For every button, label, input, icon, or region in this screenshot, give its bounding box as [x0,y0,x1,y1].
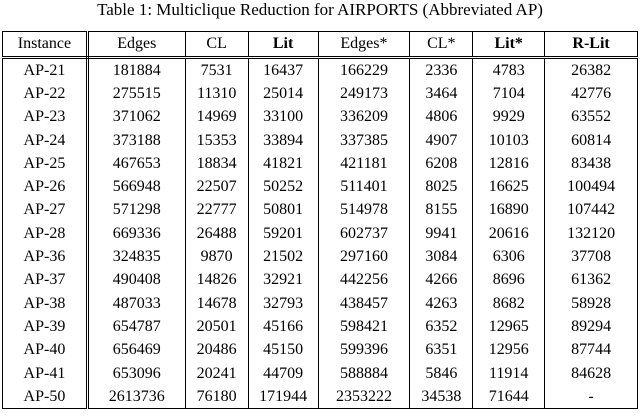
table-row [3,82,638,105]
table-cell: 656469 [87,339,185,362]
table-cell: 44709 [248,362,318,385]
table-cell: 84628 [545,362,638,385]
table-cell: 8682 [473,292,545,315]
instance-cell: AP-23 [3,106,88,129]
table-cell: 490408 [87,269,185,292]
table-cell: 653096 [87,362,185,385]
table-cell: 14969 [185,106,248,129]
table-row [3,385,638,409]
table-row [3,58,638,83]
table-cell: 18834 [185,152,248,175]
table-row [3,292,638,315]
instance-cell: AP-41 [3,362,88,385]
instance-cell: AP-27 [3,199,88,222]
instance-cell: AP-38 [3,292,88,315]
table-body [3,58,638,409]
table-cell: 11310 [185,82,248,105]
instance-cell: AP-37 [3,269,88,292]
table-cell: 132120 [545,222,638,245]
table-cell: 6351 [410,339,473,362]
table-cell: 4266 [410,269,473,292]
table-row [3,362,638,385]
table-cell: 41821 [248,152,318,175]
table-cell: 42776 [545,82,638,105]
table-cell: 571298 [87,199,185,222]
table-cell: 324835 [87,245,185,268]
table-cell: 22777 [185,199,248,222]
table-row [3,339,638,362]
table-cell: 100494 [545,175,638,198]
table-cell: 4806 [410,106,473,129]
instance-cell: AP-28 [3,222,88,245]
table-cell: 8696 [473,269,545,292]
table-cell: 12965 [473,315,545,338]
table-cell: 45166 [248,315,318,338]
table-cell: 26382 [545,58,638,83]
table-cell: 33100 [248,106,318,129]
table-cell: 588884 [318,362,410,385]
table-cell: 20501 [185,315,248,338]
table-cell: 21502 [248,245,318,268]
table-cell: 467653 [87,152,185,175]
table-cell: 58928 [545,292,638,315]
table-cell: 6208 [410,152,473,175]
table-cell: 336209 [318,106,410,129]
table-cell: 33894 [248,129,318,152]
table-cell: 22507 [185,175,248,198]
table-cell: 297160 [318,245,410,268]
table-cell: 2336 [410,58,473,83]
table-cell: 71644 [473,385,545,409]
table-cell: 275515 [87,82,185,105]
table-cell: 3464 [410,82,473,105]
table-cell: 438457 [318,292,410,315]
column-header-cl-star: CL* [410,32,473,58]
table-row [3,152,638,175]
table-cell: 5846 [410,362,473,385]
table-cell: 16890 [473,199,545,222]
table-cell: 20486 [185,339,248,362]
instance-cell: AP-24 [3,129,88,152]
table-cell: 2613736 [87,385,185,409]
table-cell: 60814 [545,129,638,152]
table-cell: 9870 [185,245,248,268]
table-cell: 8025 [410,175,473,198]
instance-cell: AP-39 [3,315,88,338]
table-row [3,245,638,268]
table-cell: 59201 [248,222,318,245]
table-cell: 76180 [185,385,248,409]
table-row [3,269,638,292]
table-cell: 7531 [185,58,248,83]
table-cell: 166229 [318,58,410,83]
column-header-instance: Instance [3,32,88,58]
table-cell: 14826 [185,269,248,292]
table-cell: 4263 [410,292,473,315]
table-cell: 181884 [87,58,185,83]
column-header-lit: Lit [248,32,318,58]
multiclique-reduction-table [2,31,638,409]
table-cell: 25014 [248,82,318,105]
table-cell: 599396 [318,339,410,362]
table-row [3,199,638,222]
table-cell: 34538 [410,385,473,409]
table-cell: 16625 [473,175,545,198]
table-cell: 654787 [87,315,185,338]
table-cell: 371062 [87,106,185,129]
table-cell: 566948 [87,175,185,198]
column-header-r-lit: R-Lit [545,32,638,58]
table-cell: 4783 [473,58,545,83]
table-row [3,222,638,245]
table-cell: 89294 [545,315,638,338]
table-cell: 14678 [185,292,248,315]
table-cell: 442256 [318,269,410,292]
table-cell: 421181 [318,152,410,175]
table-cell: 32921 [248,269,318,292]
table-cell: 511401 [318,175,410,198]
table-cell: 2353222 [318,385,410,409]
column-header-edges: Edges [87,32,185,58]
table-cell: 6352 [410,315,473,338]
table-cell: 10103 [473,129,545,152]
instance-cell: AP-22 [3,82,88,105]
instance-cell: AP-26 [3,175,88,198]
table-cell: 669336 [87,222,185,245]
instance-cell: AP-50 [3,385,88,409]
header-row [3,32,638,58]
table-caption: Table 1: Multiclique Reduction for AIRPORTS (Abbreviated AP) [97,0,543,19]
instance-cell: AP-40 [3,339,88,362]
table-cell: 20241 [185,362,248,385]
table-cell: 373188 [87,129,185,152]
column-header-lit-star: Lit* [473,32,545,58]
table-cell: 11914 [473,362,545,385]
instance-cell: AP-36 [3,245,88,268]
table-cell: 12956 [473,339,545,362]
table-cell: 20616 [473,222,545,245]
table-cell: 107442 [545,199,638,222]
table-cell: 50252 [248,175,318,198]
table-cell: 16437 [248,58,318,83]
table-cell: 9941 [410,222,473,245]
table-cell: 61362 [545,269,638,292]
table-cell: 602737 [318,222,410,245]
instance-cell: AP-21 [3,58,88,83]
column-header-cl: CL [185,32,248,58]
table-cell: 8155 [410,199,473,222]
table-row [3,175,638,198]
table-row [3,315,638,338]
table-cell: 249173 [318,82,410,105]
table-row [3,106,638,129]
table-cell: 3084 [410,245,473,268]
table-cell: 7104 [473,82,545,105]
table-cell: 9929 [473,106,545,129]
column-header-edges-star: Edges* [318,32,410,58]
table-cell: - [545,385,638,409]
table-cell: 12816 [473,152,545,175]
table-cell: 514978 [318,199,410,222]
table-cell: 4907 [410,129,473,152]
table-cell: 171944 [248,385,318,409]
table-cell: 26488 [185,222,248,245]
table-cell: 45150 [248,339,318,362]
table-cell: 487033 [87,292,185,315]
table-cell: 598421 [318,315,410,338]
table-cell: 32793 [248,292,318,315]
table-cell: 83438 [545,152,638,175]
table-cell: 6306 [473,245,545,268]
instance-cell: AP-25 [3,152,88,175]
table-cell: 87744 [545,339,638,362]
table-cell: 337385 [318,129,410,152]
table-row [3,129,638,152]
table-cell: 15353 [185,129,248,152]
table-cell: 63552 [545,106,638,129]
table-cell: 50801 [248,199,318,222]
table-cell: 37708 [545,245,638,268]
